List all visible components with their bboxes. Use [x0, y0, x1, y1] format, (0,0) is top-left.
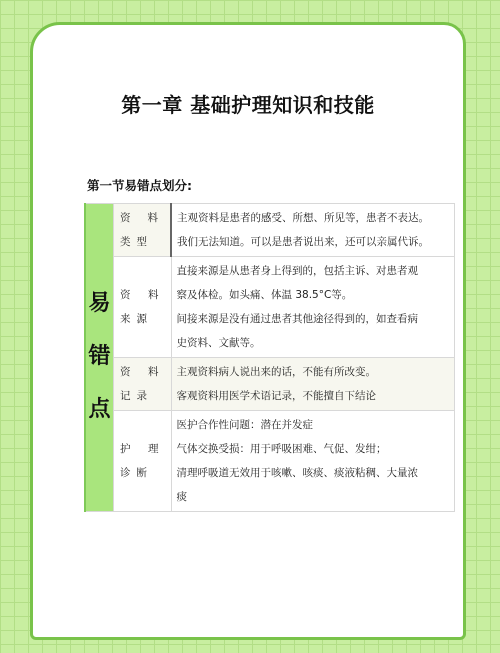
side-label: [85, 204, 114, 512]
side-label-char: 易: [88, 291, 111, 317]
content-card: [30, 22, 466, 640]
content-line: 直接来源是从患者身上得到的，包括主诉、对患者观: [176, 265, 418, 277]
table-row: [85, 358, 455, 411]
content-line: 气体交换受损：用于呼吸困难、气促、发绀；: [176, 443, 387, 455]
key-points-table: [84, 203, 455, 512]
table-row: [85, 204, 455, 257]
table-row: [85, 411, 455, 512]
row-label: 护理诊断: [114, 411, 172, 512]
content-line: 医护合作性问题：潜在并发症: [176, 419, 313, 431]
side-label-char: 点: [88, 396, 111, 422]
content-line: 察及体检。如头痛、体温 38.5°C等。: [176, 289, 353, 301]
chapter-title: 第一章 基础护理知识和技能: [121, 93, 375, 117]
section-title: 第一节易错点划分:: [87, 178, 192, 193]
content-line: 史资料、文献等。: [176, 337, 261, 349]
side-label-char: 错: [88, 344, 111, 370]
row-content: [171, 411, 455, 512]
row-content: [171, 358, 455, 411]
table-row: [85, 257, 455, 358]
row-label: 资料类型: [114, 204, 172, 257]
content-line: 我们无法知道。可以是患者说出来，还可以亲属代诉。: [177, 236, 429, 248]
content-line: 清理呼吸道无效用于咳嗽、咳痰、痰液粘稠、大量浓: [176, 467, 418, 479]
content-line: 间接来源是没有通过患者其他途径得到的，如查看病: [176, 313, 418, 325]
content-line: 主观资料病人说出来的话，不能有所改变。: [176, 366, 376, 378]
row-content: [171, 257, 455, 358]
row-label: 资料来源: [114, 257, 172, 358]
row-label: 资料记录: [114, 358, 172, 411]
row-content: [171, 204, 455, 257]
content-line: 客观资料用医学术语记录，不能擅自下结论: [176, 390, 376, 402]
content-line: 痰: [176, 491, 187, 503]
content-line: 主观资料是患者的感受、所想、所见等，患者不表达。: [177, 212, 429, 224]
